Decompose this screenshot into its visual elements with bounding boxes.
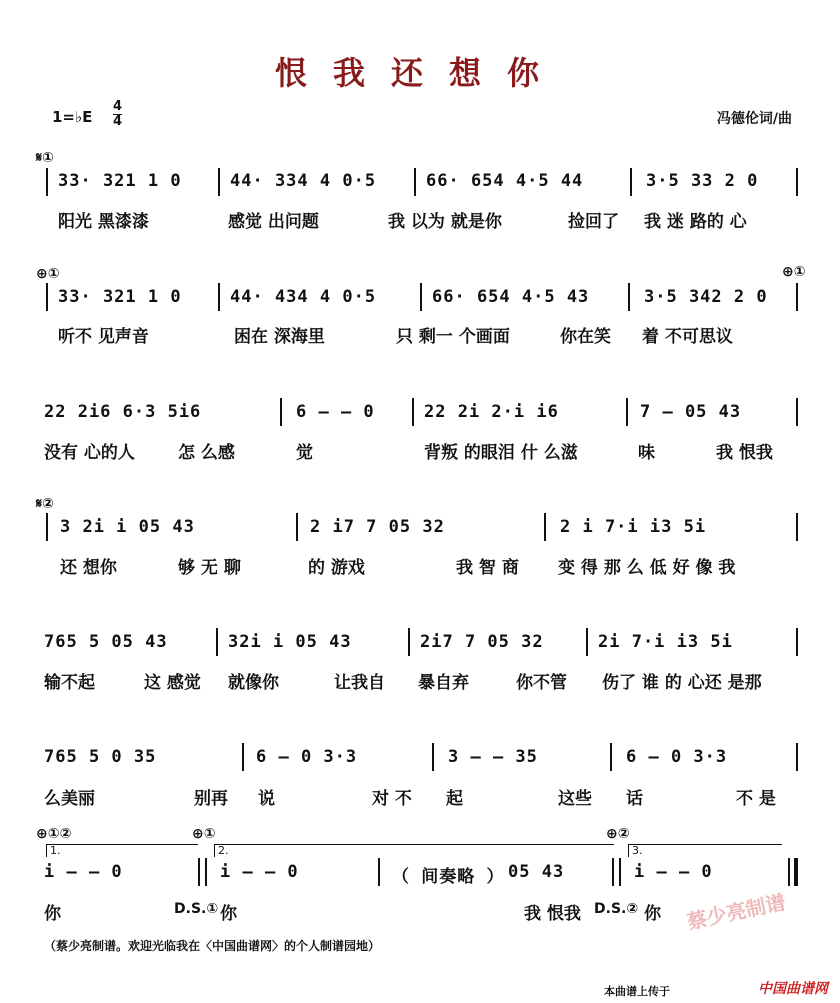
lyric-segment: 就像你 xyxy=(228,673,279,693)
volta-label: 3. xyxy=(632,844,643,857)
barline xyxy=(420,283,422,311)
volta-bracket-3 xyxy=(628,844,782,857)
volta-label: 2. xyxy=(218,844,229,857)
measure-notes: 6 – – 0 xyxy=(296,402,375,422)
lyric-segment: 话 xyxy=(626,789,643,809)
measure-notes: 22 2i6 6·3 5i6 xyxy=(44,402,202,422)
measure-notes: （ 间奏略 ） xyxy=(392,867,505,887)
barline xyxy=(796,398,798,426)
barline xyxy=(46,168,48,196)
barline xyxy=(296,513,298,541)
lyric-segment: 听不 见声音 xyxy=(58,327,149,347)
lyric-segment: 么美丽 xyxy=(44,789,95,809)
lyric-segment: 你 xyxy=(644,904,661,924)
barline xyxy=(630,168,632,196)
lyric-segment: 味 xyxy=(638,443,655,463)
barline xyxy=(216,628,218,656)
measure-notes: 2 i 7·i i3 5i xyxy=(560,517,707,537)
measure-notes: i – – 0 xyxy=(220,862,299,882)
lyric-segment: 暴自弃 xyxy=(418,673,469,693)
lyric-segment: 你 xyxy=(44,904,61,924)
measure-notes: 765 5 0 35 xyxy=(44,747,157,767)
measure-notes: 6 – 0 3·3 xyxy=(626,747,728,767)
lyric-segment: 对 不 xyxy=(372,789,412,809)
barline xyxy=(412,398,414,426)
site-logo[interactable]: 中国曲谱网 xyxy=(758,981,828,997)
barline xyxy=(796,513,798,541)
barline xyxy=(796,628,798,656)
lyric-segment: 起 xyxy=(446,789,463,809)
key-signature: 1=♭E xyxy=(52,108,93,126)
lyric-segment: 的 游戏 xyxy=(308,558,365,578)
measure-notes: 2i 7·i i3 5i xyxy=(598,632,733,652)
ds-1-instruction: D.S.① xyxy=(174,901,219,917)
lyric-segment: 变 得 那 么 低 好 像 我 xyxy=(558,558,736,578)
lyric-segment: 这 感觉 xyxy=(144,673,201,693)
measure-notes: 33· 321 1 0 xyxy=(58,171,182,191)
double-barline xyxy=(612,858,621,886)
coda-1-2-mark: ⊕①② xyxy=(36,826,72,842)
segno-2-mark: 𝄋② xyxy=(36,496,54,512)
measure-notes: 6 – 0 3·3 xyxy=(256,747,358,767)
measure-notes: 32i i 05 43 xyxy=(228,632,352,652)
lyric-segment: 别再 xyxy=(194,789,228,809)
lyric-segment: 伤了 谁 的 心还 是那 xyxy=(602,673,762,693)
composer-credit: 冯德伦词/曲 xyxy=(716,111,792,127)
barline xyxy=(414,168,416,196)
lyric-segment: 输不起 xyxy=(44,673,95,693)
lyric-segment: 你在笑 xyxy=(560,327,611,347)
lyric-segment: 我 以为 就是你 xyxy=(388,212,502,232)
lyric-segment: 还 想你 xyxy=(60,558,117,578)
measure-notes: 66· 654 4·5 44 xyxy=(426,171,584,191)
lyric-segment: 怎 么感 xyxy=(178,443,235,463)
measure-notes: i – – 0 xyxy=(44,862,123,882)
barline xyxy=(218,168,220,196)
lyric-segment: 我 恨我 xyxy=(524,904,581,924)
lyric-segment: 我 迷 路的 心 xyxy=(644,212,747,232)
measure-notes: 2i7 7 05 32 xyxy=(420,632,544,652)
lyric-segment: 捡回了 xyxy=(568,212,619,232)
volta-label: 1. xyxy=(50,844,61,857)
lyric-segment: 着 不可思议 xyxy=(642,327,733,347)
lyric-segment: 没有 心的人 xyxy=(44,443,135,463)
lyric-segment: 觉 xyxy=(296,443,313,463)
measure-notes: 765 5 05 43 xyxy=(44,632,168,652)
final-barline xyxy=(788,858,798,886)
lyric-segment: 让我自 xyxy=(334,673,385,693)
barline xyxy=(796,168,798,196)
volta-bracket-2 xyxy=(214,844,614,857)
time-signature-top: 4 xyxy=(113,99,123,114)
barline xyxy=(378,858,380,886)
lyric-segment: 你 xyxy=(220,904,237,924)
lyric-segment: 困在 深海里 xyxy=(234,327,325,347)
lyric-segment: 感觉 出问题 xyxy=(228,212,319,232)
barline xyxy=(46,283,48,311)
volta-bracket-1 xyxy=(46,844,198,857)
barline xyxy=(796,283,798,311)
coda-2-mark: ⊕② xyxy=(606,826,630,842)
measure-notes: 66· 654 4·5 43 xyxy=(432,287,590,307)
barline xyxy=(610,743,612,771)
barline xyxy=(408,628,410,656)
measure-notes: 22 2i 2·i i6 xyxy=(424,402,559,422)
coda-1-end-mark: ⊕① xyxy=(782,264,806,280)
lyric-segment: 只 剩一 个画面 xyxy=(396,327,510,347)
barline xyxy=(626,398,628,426)
measure-notes: 3·5 33 2 0 xyxy=(646,171,759,191)
lyric-segment: 阳光 黑漆漆 xyxy=(58,212,149,232)
ds-2-instruction: D.S.② xyxy=(594,901,639,917)
time-signature-bottom: 4 xyxy=(113,114,123,129)
coda-1-mark: ⊕① xyxy=(192,826,216,842)
barline xyxy=(242,743,244,771)
time-signature xyxy=(113,100,122,129)
lyric-segment: 背叛 的眼泪 什 么滋 xyxy=(424,443,578,463)
measure-notes: 44· 434 4 0·5 xyxy=(230,287,377,307)
barline xyxy=(628,283,630,311)
barline xyxy=(796,743,798,771)
upload-credit: 本曲谱上传于 xyxy=(604,985,670,998)
measure-notes: 44· 334 4 0·5 xyxy=(230,171,377,191)
barline xyxy=(432,743,434,771)
measure-notes: 3 2i i 05 43 xyxy=(60,517,195,537)
lyric-segment: 我 恨我 xyxy=(716,443,773,463)
barline xyxy=(280,398,282,426)
measure-notes: 2 i7 7 05 32 xyxy=(310,517,445,537)
measure-notes: 33· 321 1 0 xyxy=(58,287,182,307)
barline xyxy=(218,283,220,311)
coda-1-mark: ⊕① xyxy=(36,266,60,282)
lyric-segment: 够 无 聊 xyxy=(178,558,241,578)
measure-notes: 05 43 xyxy=(508,862,565,882)
barline xyxy=(586,628,588,656)
measure-notes: i – – 0 xyxy=(634,862,713,882)
footer-note: （蔡少亮制谱。欢迎光临我在〈中国曲谱网〉的个人制谱园地） xyxy=(44,939,381,953)
author-watermark: 蔡少亮制谱 xyxy=(684,889,788,935)
lyric-segment: 这些 xyxy=(558,789,592,809)
lyric-segment: 说 xyxy=(258,789,275,809)
lyric-segment: 我 智 商 xyxy=(456,558,519,578)
measure-notes: 3·5 342 2 0 xyxy=(644,287,768,307)
barline xyxy=(544,513,546,541)
segno-1-mark: 𝄋① xyxy=(36,150,54,166)
barline xyxy=(46,513,48,541)
lyric-segment: 你不管 xyxy=(516,673,567,693)
song-title: 恨我还想你 xyxy=(274,54,565,92)
double-barline xyxy=(198,858,207,886)
measure-notes: 3 – – 35 xyxy=(448,747,538,767)
measure-notes: 7 – 05 43 xyxy=(640,402,742,422)
lyric-segment: 不 是 xyxy=(736,789,776,809)
